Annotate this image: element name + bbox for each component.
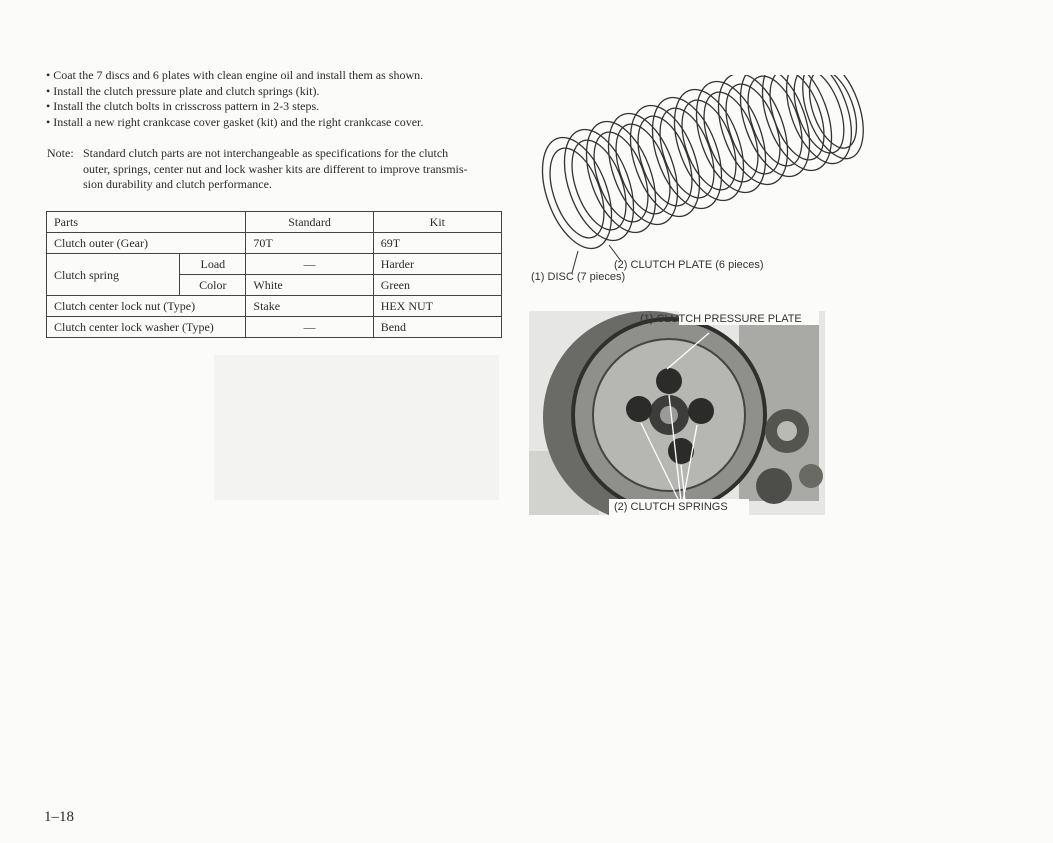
note-block bbox=[47, 146, 507, 193]
table-row bbox=[47, 233, 502, 254]
cell-kit: HEX NUT bbox=[373, 296, 501, 317]
table-row bbox=[47, 254, 502, 275]
caption-pressure-plate: (1) CLUTCH PRESSURE PLATE bbox=[640, 313, 802, 325]
table-row bbox=[47, 296, 502, 317]
note-line-1: Standard clutch parts are not interchangeable as specifications for the clutch bbox=[83, 146, 449, 160]
cell-standard: — bbox=[246, 254, 373, 275]
clutch-photo bbox=[529, 311, 825, 515]
instruction-2: • Install the clutch pressure plate and clutch springs (kit). bbox=[46, 83, 320, 98]
cell-standard: — bbox=[246, 317, 373, 338]
note-label: Note: bbox=[47, 146, 74, 160]
cell-kit: Harder bbox=[373, 254, 501, 275]
disc-leader-line bbox=[572, 251, 578, 273]
caption-clutch-plate: (2) CLUTCH PLATE (6 pieces) bbox=[614, 259, 764, 271]
cell-part: Clutch outer (Gear) bbox=[47, 233, 246, 254]
instruction-4: • Install a new right crankcase cover gasket (kit) and the right crankcase cover. bbox=[46, 114, 424, 129]
header-standard: Standard bbox=[246, 212, 373, 233]
plate-ring-1 bbox=[535, 128, 625, 258]
cell-kit: Bend bbox=[373, 317, 501, 338]
cell-part: Clutch center lock washer (Type) bbox=[47, 317, 246, 338]
instruction-3: • Install the clutch bolts in crisscross pattern in 2-3 steps. bbox=[46, 99, 320, 114]
cell-subpart: Load bbox=[180, 254, 246, 275]
table-header-row bbox=[47, 212, 502, 233]
table-row bbox=[47, 317, 502, 338]
cell-part: Clutch center lock nut (Type) bbox=[47, 296, 246, 317]
cell-kit: 69T bbox=[373, 233, 501, 254]
instruction-1: • Coat the 7 discs and 6 plates with clean engine oil and install them as shown. bbox=[46, 68, 424, 82]
note-line-3: sion durability and clutch performance. bbox=[83, 177, 272, 191]
cell-standard: 70T bbox=[246, 233, 373, 254]
bleed-through-shadow bbox=[214, 355, 499, 500]
instruction-list bbox=[46, 68, 423, 130]
cell-kit: Green bbox=[373, 275, 501, 296]
clutch-plates-illustration bbox=[535, 75, 865, 275]
spec-table bbox=[46, 211, 502, 338]
caption-disc: (1) DISC (7 pieces) bbox=[531, 271, 626, 283]
cell-standard: White bbox=[246, 275, 373, 296]
cell-subpart: Color bbox=[180, 275, 246, 296]
header-parts: Parts bbox=[47, 212, 246, 233]
header-kit: Kit bbox=[373, 212, 501, 233]
cell-part: Clutch spring bbox=[47, 254, 180, 296]
page-number: 1–18 bbox=[44, 809, 74, 825]
caption-clutch-springs: (2) CLUTCH SPRINGS bbox=[614, 501, 728, 513]
note-line-2: outer, springs, center nut and lock washer kits are different to improve transmis- bbox=[83, 161, 468, 176]
cell-standard: Stake bbox=[246, 296, 373, 317]
